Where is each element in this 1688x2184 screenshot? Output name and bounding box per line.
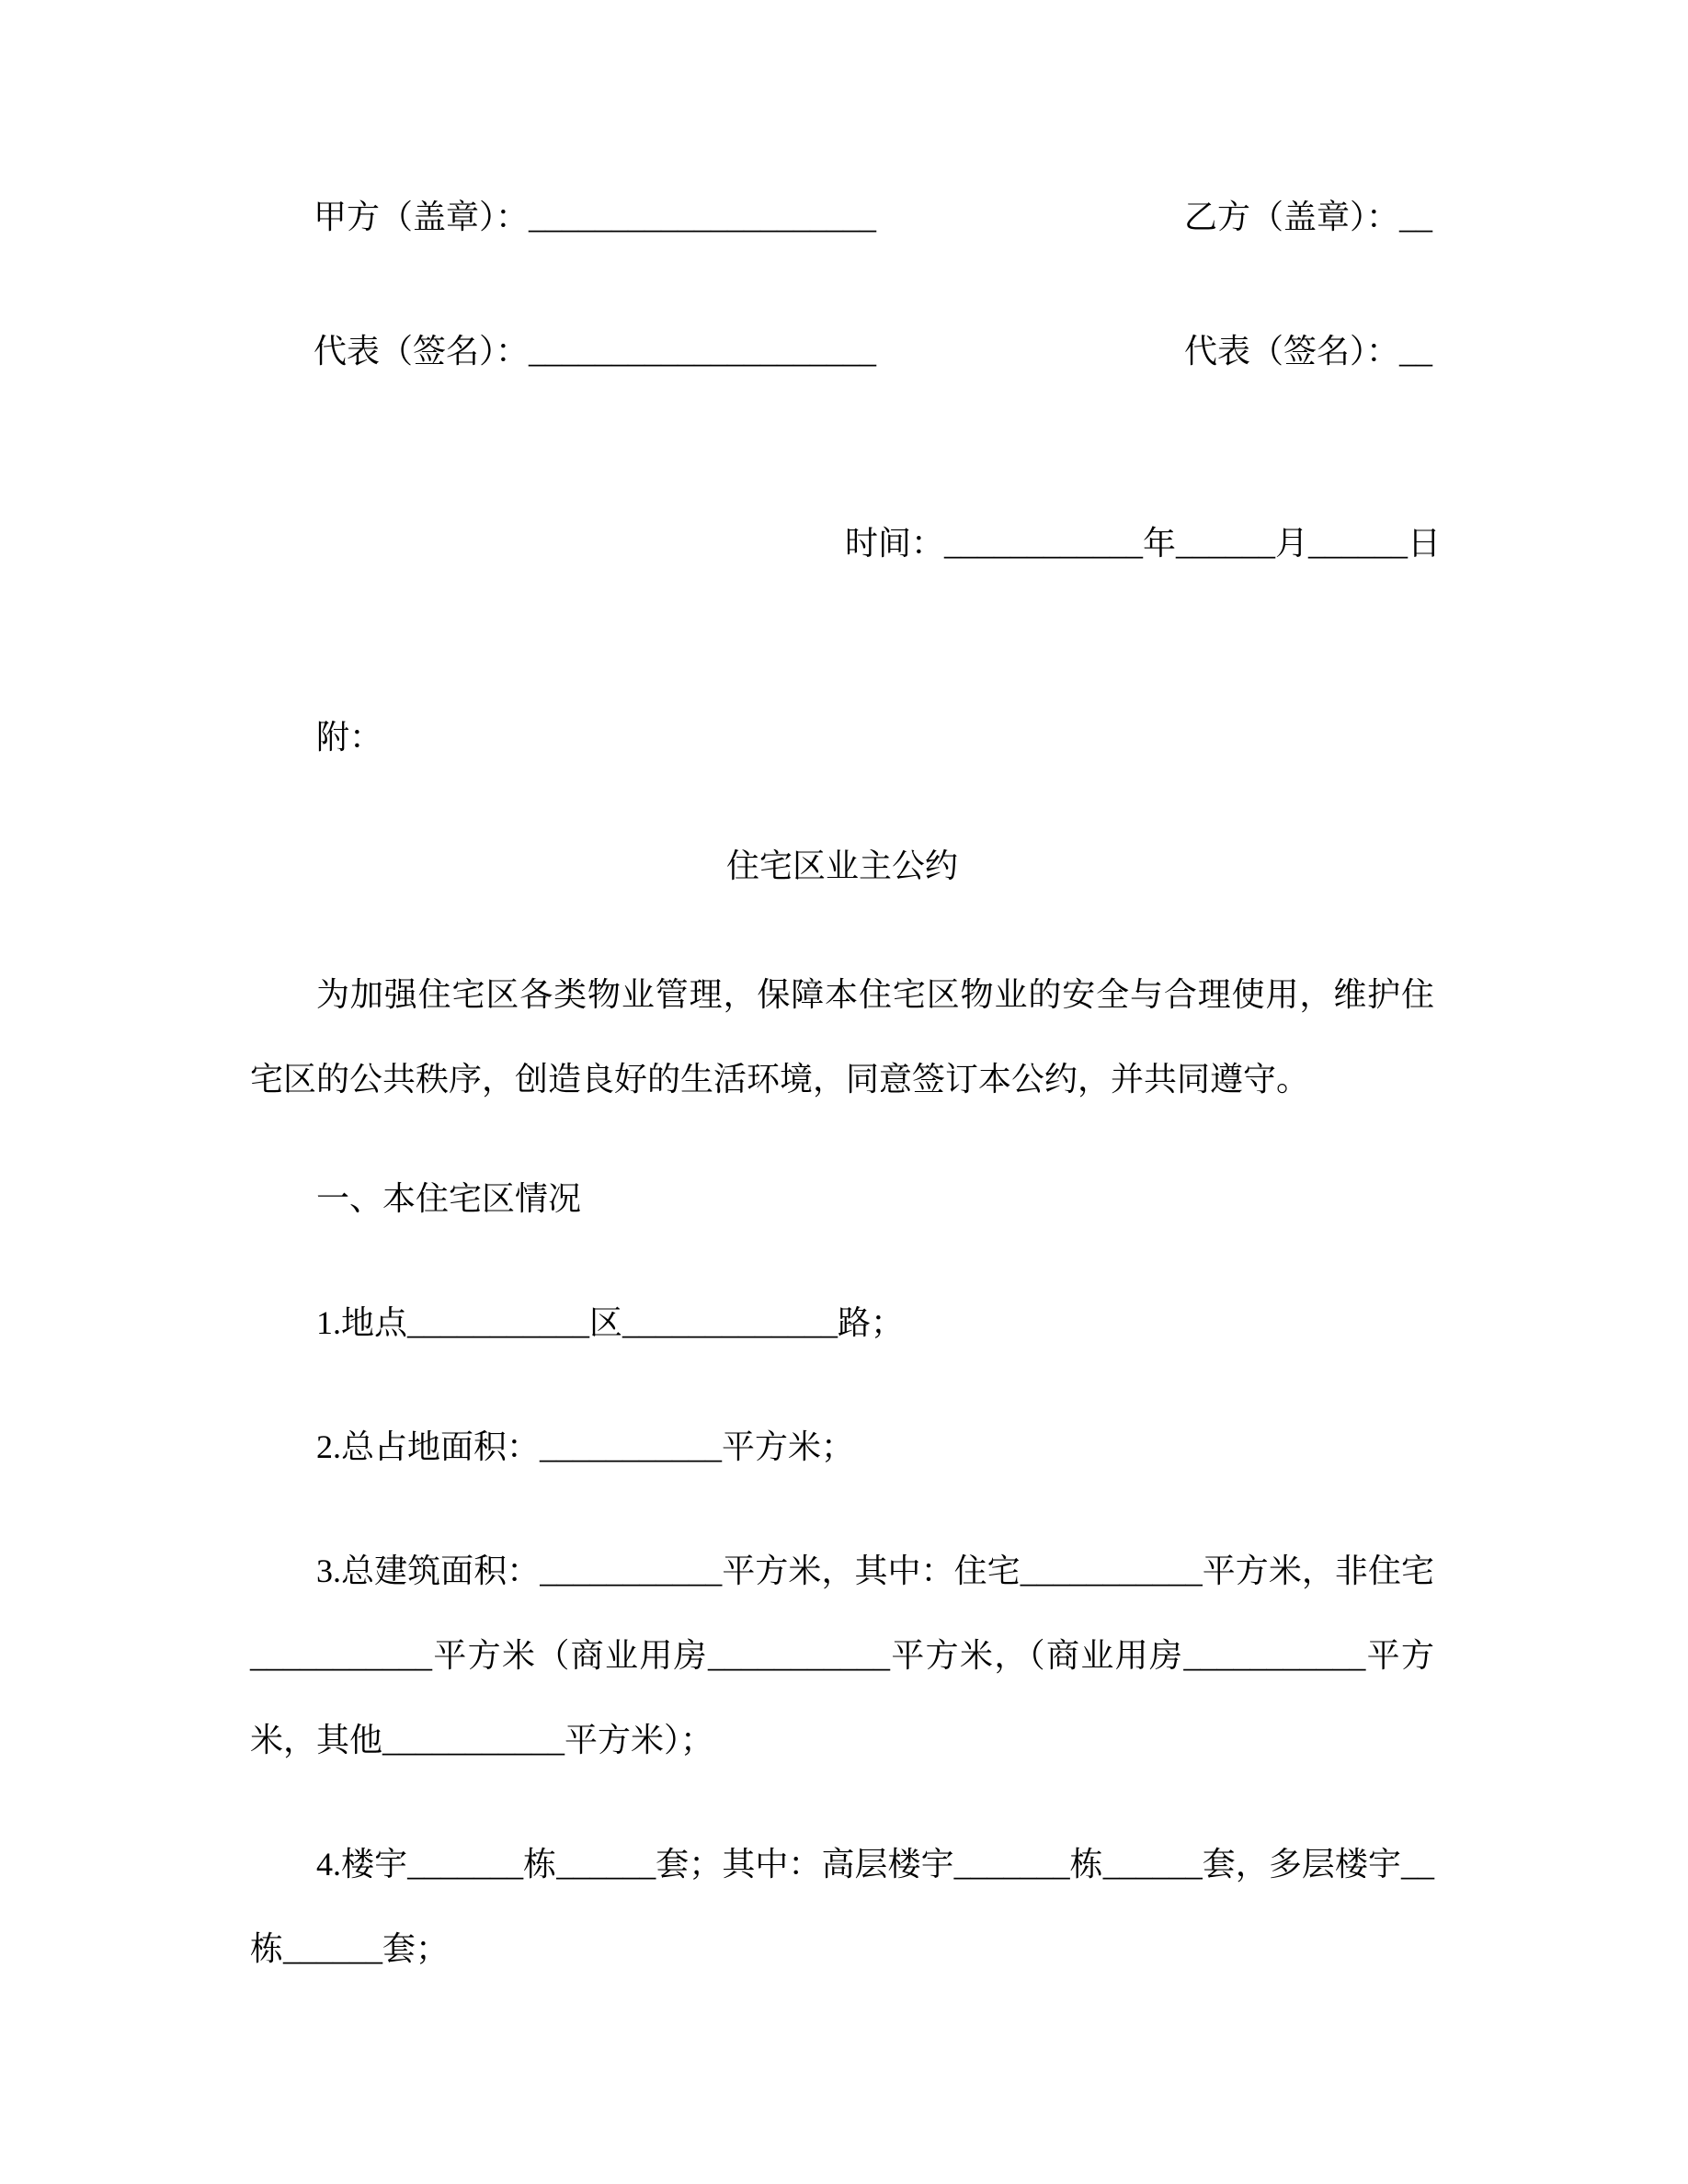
representative-signature-row [250,309,1434,393]
item-2-total-land-area: 2.总占地面积：___________平方米； [316,1428,855,1465]
party-b-representative-line: 代表（签名）：__ [1183,333,1432,370]
item-3-total-floor-area: 3.总建筑面积：___________平方米，其中：住宅___________平方米，非住宅___________平方米（商业用房___________平方米，（商业用房___________平方米，其他___________平方米）； [250,1553,1434,1758]
attachment-label: 附： [316,719,383,756]
item-4-buildings-units: 4.楼宇_______栋______套；其中：高层楼宇_______栋______套，多层楼宇__栋______套； [250,1846,1434,1967]
seal-signature-row [250,175,1434,259]
date-line: 时间：____________年______月______日 [845,525,1442,562]
party-a-representative-line: 代表（签名）：_____________________ [314,333,877,370]
item-1-location: 1.地点___________区_____________路； [316,1304,905,1341]
intro-paragraph: 为加强住宅区各类物业管理，保障本住宅区物业的安全与合理使用，维护住宅区的公共秩序，创造良好的生活环境，同意签订本公约，并共同遵守。 [250,976,1434,1098]
attachment-title: 住宅区业主公约 [725,847,958,884]
party-b-seal-line: 乙方（盖章）：__ [1183,199,1432,235]
party-a-seal-line: 甲方（盖章）：_____________________ [314,199,877,235]
section-1-heading: 一、本住宅区情况 [316,1180,582,1217]
